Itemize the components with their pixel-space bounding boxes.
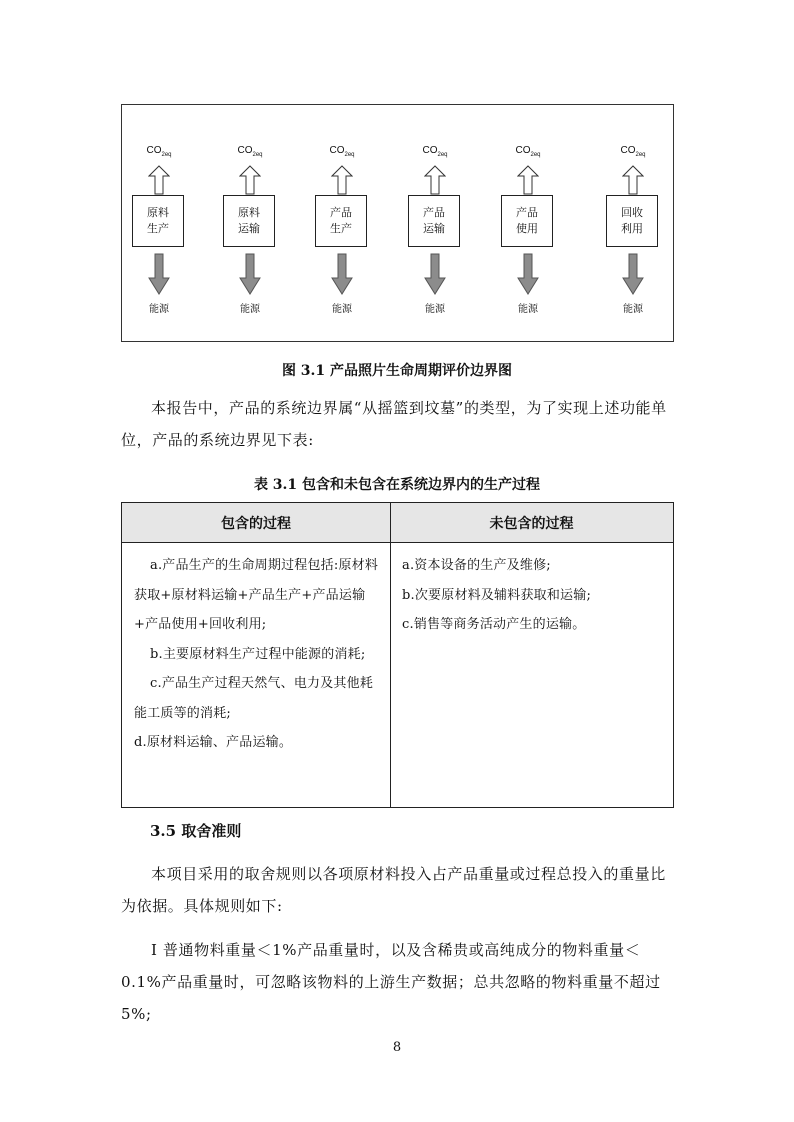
energy-label: 能源 [332, 304, 352, 315]
section-paragraph-1: 本项目采用的取舍规则以各项原材料投入占产品重量或过程总投入的重量比为依据。具体规则如下: [121, 865, 666, 915]
energy-input-arrow-icon [331, 253, 353, 295]
figure-caption: 图 3.1 产品照片生命周期评价边界图 [281, 363, 513, 379]
stage-product-use [498, 105, 558, 343]
emission-arrow-icon [239, 165, 261, 195]
boundary-diagram [121, 104, 674, 342]
excluded-item: a.资本设备的生产及维修; [402, 558, 551, 573]
excluded-cell [402, 551, 662, 640]
table-caption: 表 3.1 包含和未包含在系统边界内的生产过程 [253, 477, 541, 493]
stage-raw-material-transport [220, 105, 280, 343]
stage-box: 产品 运输 [408, 195, 460, 247]
energy-input-arrow-icon [517, 253, 539, 295]
emission-arrow-icon [331, 165, 353, 195]
included-item: b.主要原材料生产过程中能源的消耗; [150, 646, 366, 662]
energy-label: 能源 [149, 304, 169, 315]
stage-box: 产品 使用 [501, 195, 553, 247]
included-item: d.原材料运输、产品运输。 [134, 735, 293, 750]
column-divider [390, 503, 391, 807]
page-number: 8 [392, 1040, 402, 1055]
emission-arrow-icon [622, 165, 644, 195]
stage-box: 原料 运输 [223, 195, 275, 247]
section-paragraph-2: I 普通物料重量＜1%产品重量时，以及含稀贵或高纯成分的物料重量＜0.1%产品重量时，可忽略该物料的上游生产数据；总共忽略的物料重量不超过 5%; [121, 941, 661, 1023]
emission-arrow-icon [424, 165, 446, 195]
excluded-item: b.次要原材料及辅料获取和运输; [402, 587, 592, 603]
energy-label: 能源 [623, 304, 643, 315]
emission-arrow-icon [148, 165, 170, 195]
stage-box: 原料 生产 [132, 195, 184, 247]
co2-emission-label: $CO_{2eq}$ [329, 145, 355, 158]
header-included: 包含的过程 [122, 503, 390, 543]
energy-input-arrow-icon [424, 253, 446, 295]
included-cell [134, 551, 384, 758]
energy-input-arrow-icon [239, 253, 261, 295]
co2-emission-label: $CO_{2eq}$ [620, 145, 646, 158]
intro-paragraph: 本报告中，产品的系统边界属“从摇篮到坟墓”的类型，为了实现上述功能单位，产品的系统边界见下表: [121, 399, 667, 449]
stage-box: 产品 生产 [315, 195, 367, 247]
stage-raw-material-production [129, 105, 189, 343]
co2-emission-label: $CO_{2eq}$ [515, 145, 541, 158]
energy-input-arrow-icon [622, 253, 644, 295]
excluded-item: c.销售等商务活动产生的运输。 [402, 617, 586, 632]
included-item: a.产品生产的生命周期过程包括:原材料获取+原材料运输+产品生产+产品运输+产品使用+回收利用; [134, 558, 379, 632]
process-boundary-table [121, 502, 674, 808]
energy-label: 能源 [425, 304, 445, 315]
emission-arrow-icon [517, 165, 539, 195]
stage-box: 回收 利用 [606, 195, 658, 247]
included-item: c.产品生产过程天然气、电力及其他耗能工质等的消耗; [134, 676, 374, 721]
energy-input-arrow-icon [148, 253, 170, 295]
stage-recycling [603, 105, 663, 343]
header-excluded: 未包含的过程 [390, 503, 673, 543]
section-heading: 3.5 取舍准则 [150, 822, 242, 840]
energy-label: 能源 [518, 304, 538, 315]
co2-emission-label: $CO_{2eq}$ [146, 145, 172, 158]
stage-product-transport [405, 105, 465, 343]
energy-label: 能源 [240, 304, 260, 315]
stage-product-production [312, 105, 372, 343]
co2-emission-label: $CO_{2eq}$ [237, 145, 263, 158]
co2-emission-label: $CO_{2eq}$ [422, 145, 448, 158]
